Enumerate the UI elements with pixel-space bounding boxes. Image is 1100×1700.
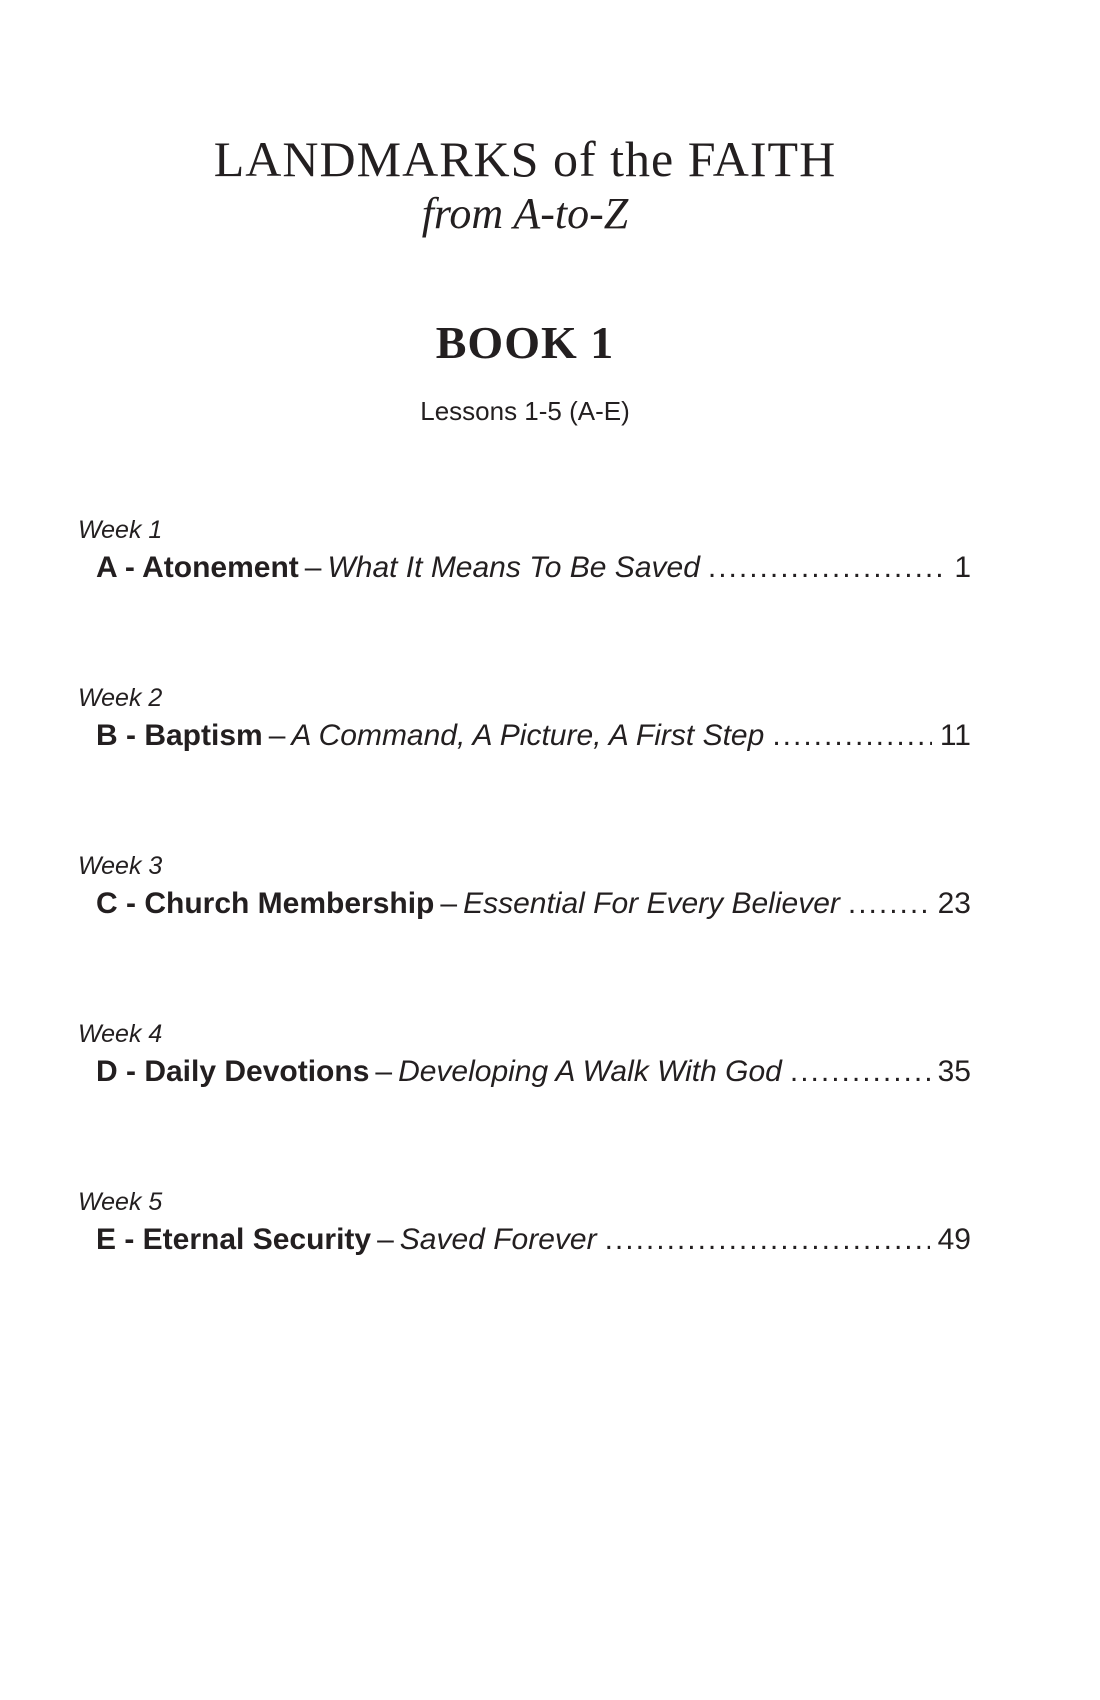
toc-line (78, 1051, 971, 1093)
page-number: 1 (954, 551, 971, 584)
toc-line (78, 715, 971, 757)
toc-entry-week-4 (78, 1017, 971, 1185)
toc-line (78, 1219, 971, 1261)
dash-separator: – (377, 1223, 394, 1256)
page-number: 11 (939, 719, 971, 752)
toc-entry-week-1 (78, 513, 971, 681)
document-title: LANDMARKS of the FAITH (213, 131, 837, 187)
page-number: 49 (937, 1223, 971, 1256)
dash-separator: – (375, 1055, 393, 1088)
week-label: Week 5 (78, 1188, 163, 1216)
week-label: Week 3 (78, 852, 163, 880)
toc-line (78, 883, 971, 925)
lesson-description: Saved Forever (399, 1223, 597, 1256)
lesson-description: What It Means To Be Saved (327, 551, 700, 584)
book-heading: BOOK 1 (435, 317, 615, 368)
dash-separator: – (440, 887, 458, 920)
lesson-heading: E - Eternal Security (96, 1223, 372, 1256)
lesson-heading: C - Church Membership (96, 887, 435, 920)
toc-entry-week-2 (78, 681, 971, 849)
toc-entry-week-3 (78, 849, 971, 1017)
toc-entry-week-5 (78, 1185, 971, 1353)
week-label: Week 2 (78, 684, 163, 712)
page-number: 35 (937, 1055, 971, 1088)
dot-leader (848, 883, 930, 925)
dot-leader (790, 1051, 930, 1093)
week-label: Week 4 (78, 1020, 163, 1048)
page-number: 23 (937, 887, 971, 920)
dot-leader (708, 547, 943, 589)
week-label: Week 1 (78, 516, 163, 544)
lesson-description: Essential For Every Believer (463, 887, 840, 920)
lesson-heading: B - Baptism (96, 719, 263, 752)
lessons-range: Lessons 1-5 (A-E) (420, 396, 630, 426)
table-of-contents (78, 513, 971, 1353)
document-subtitle: from A-to-Z (421, 189, 629, 238)
dash-separator: – (268, 719, 286, 752)
dot-leader (605, 1219, 930, 1261)
dot-leader (772, 715, 932, 757)
lesson-heading: D - Daily Devotions (96, 1055, 370, 1088)
lesson-description: A Command, A Picture, A First Step (291, 719, 765, 752)
toc-line (78, 547, 971, 589)
dash-separator: – (304, 551, 322, 584)
lesson-description: Developing A Walk With God (398, 1055, 782, 1088)
lesson-heading: A - Atonement (96, 551, 299, 584)
